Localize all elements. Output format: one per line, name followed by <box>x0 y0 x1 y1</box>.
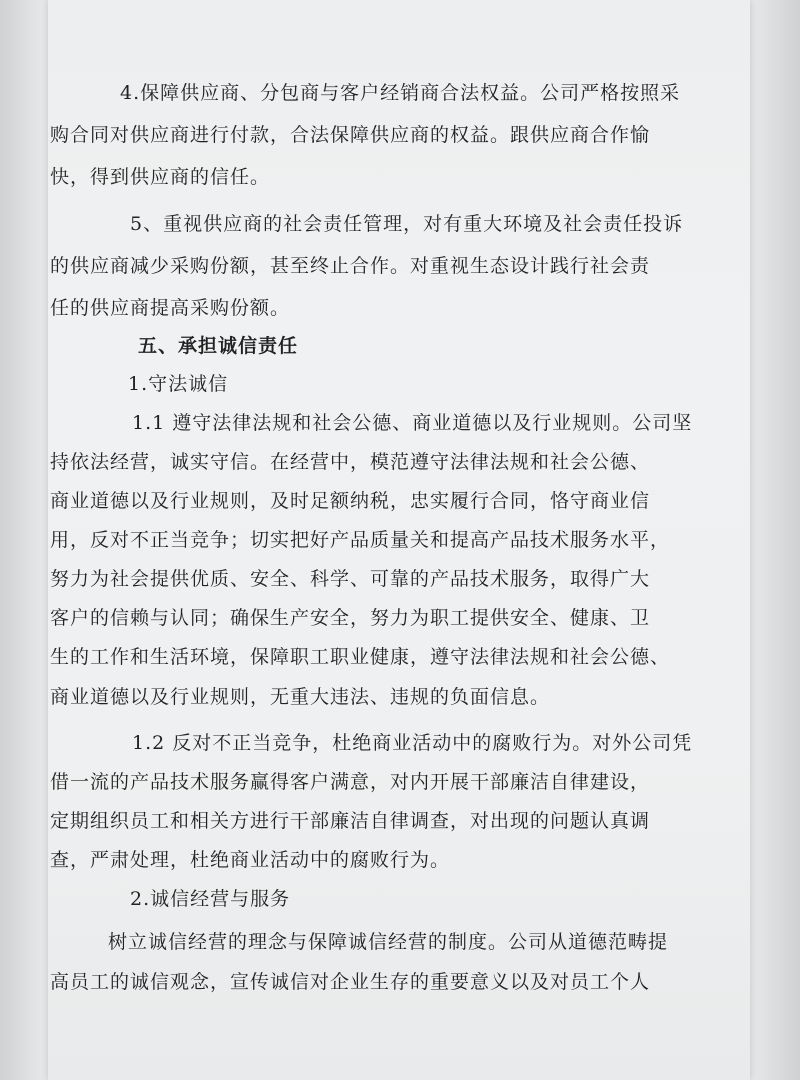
text-line: 2.诚信经营与服务 <box>130 888 291 910</box>
text-line: 查，严肃处理，杜绝商业活动中的腐败行为。 <box>50 849 451 871</box>
text-line: 高员工的诚信观念，宣传诚信对企业生存的重要意义以及对员工个人 <box>50 971 651 993</box>
text-line: 定期组织员工和相关方进行干部廉洁自律调查，对出现的问题认真调 <box>50 810 651 832</box>
text-line: 快，得到供应商的信任。 <box>50 166 271 188</box>
text-line: 用，反对不正当竞争；切实把好产品质量关和提高产品技术服务水平， <box>50 529 671 551</box>
text-line: 持依法经营，诚实守信。在经营中，模范遵守法律法规和社会公德、 <box>50 451 651 473</box>
text-line: 借一流的产品技术服务赢得客户满意，对内开展干部廉洁自律建设， <box>50 771 651 793</box>
text-line: 客户的信赖与认同；确保生产安全，努力为职工提供安全、健康、卫 <box>50 607 651 629</box>
text-line: 努力为社会提供优质、安全、科学、可靠的产品技术服务，取得广大 <box>50 568 651 590</box>
text-line: 任的供应商提高采购份额。 <box>50 297 291 319</box>
text-line: 1.2 反对不正当竞争，杜绝商业活动中的腐败行为。对外公司凭 <box>132 732 693 754</box>
text-line: 1.1 遵守法律法规和社会公德、商业道德以及行业规则。公司坚 <box>132 412 693 434</box>
text-line: 树立诚信经营的理念与保障诚信经营的制度。公司从道德范畴提 <box>108 931 669 953</box>
text-line: 购合同对供应商进行付款，合法保障供应商的权益。跟供应商合作愉 <box>50 124 651 146</box>
text-line: 4.保障供应商、分包商与客户经销商合法权益。公司严格按照采 <box>120 82 681 104</box>
text-line: 五、承担诚信责任 <box>138 335 299 357</box>
text-line: 5、重视供应商的社会责任管理，对有重大环境及社会责任投诉 <box>130 213 684 235</box>
text-line: 1.守法诚信 <box>128 373 229 395</box>
text-line: 的供应商减少采购份额，甚至终止合作。对重视生态设计践行社会责 <box>50 255 651 277</box>
text-line: 商业道德以及行业规则，无重大违法、违规的负面信息。 <box>50 686 551 708</box>
document-body <box>50 0 710 1080</box>
text-line: 生的工作和生活环境，保障职工职业健康，遵守法律法规和社会公德、 <box>50 646 671 668</box>
text-line: 商业道德以及行业规则，及时足额纳税，忠实履行合同，恪守商业信 <box>50 490 651 512</box>
